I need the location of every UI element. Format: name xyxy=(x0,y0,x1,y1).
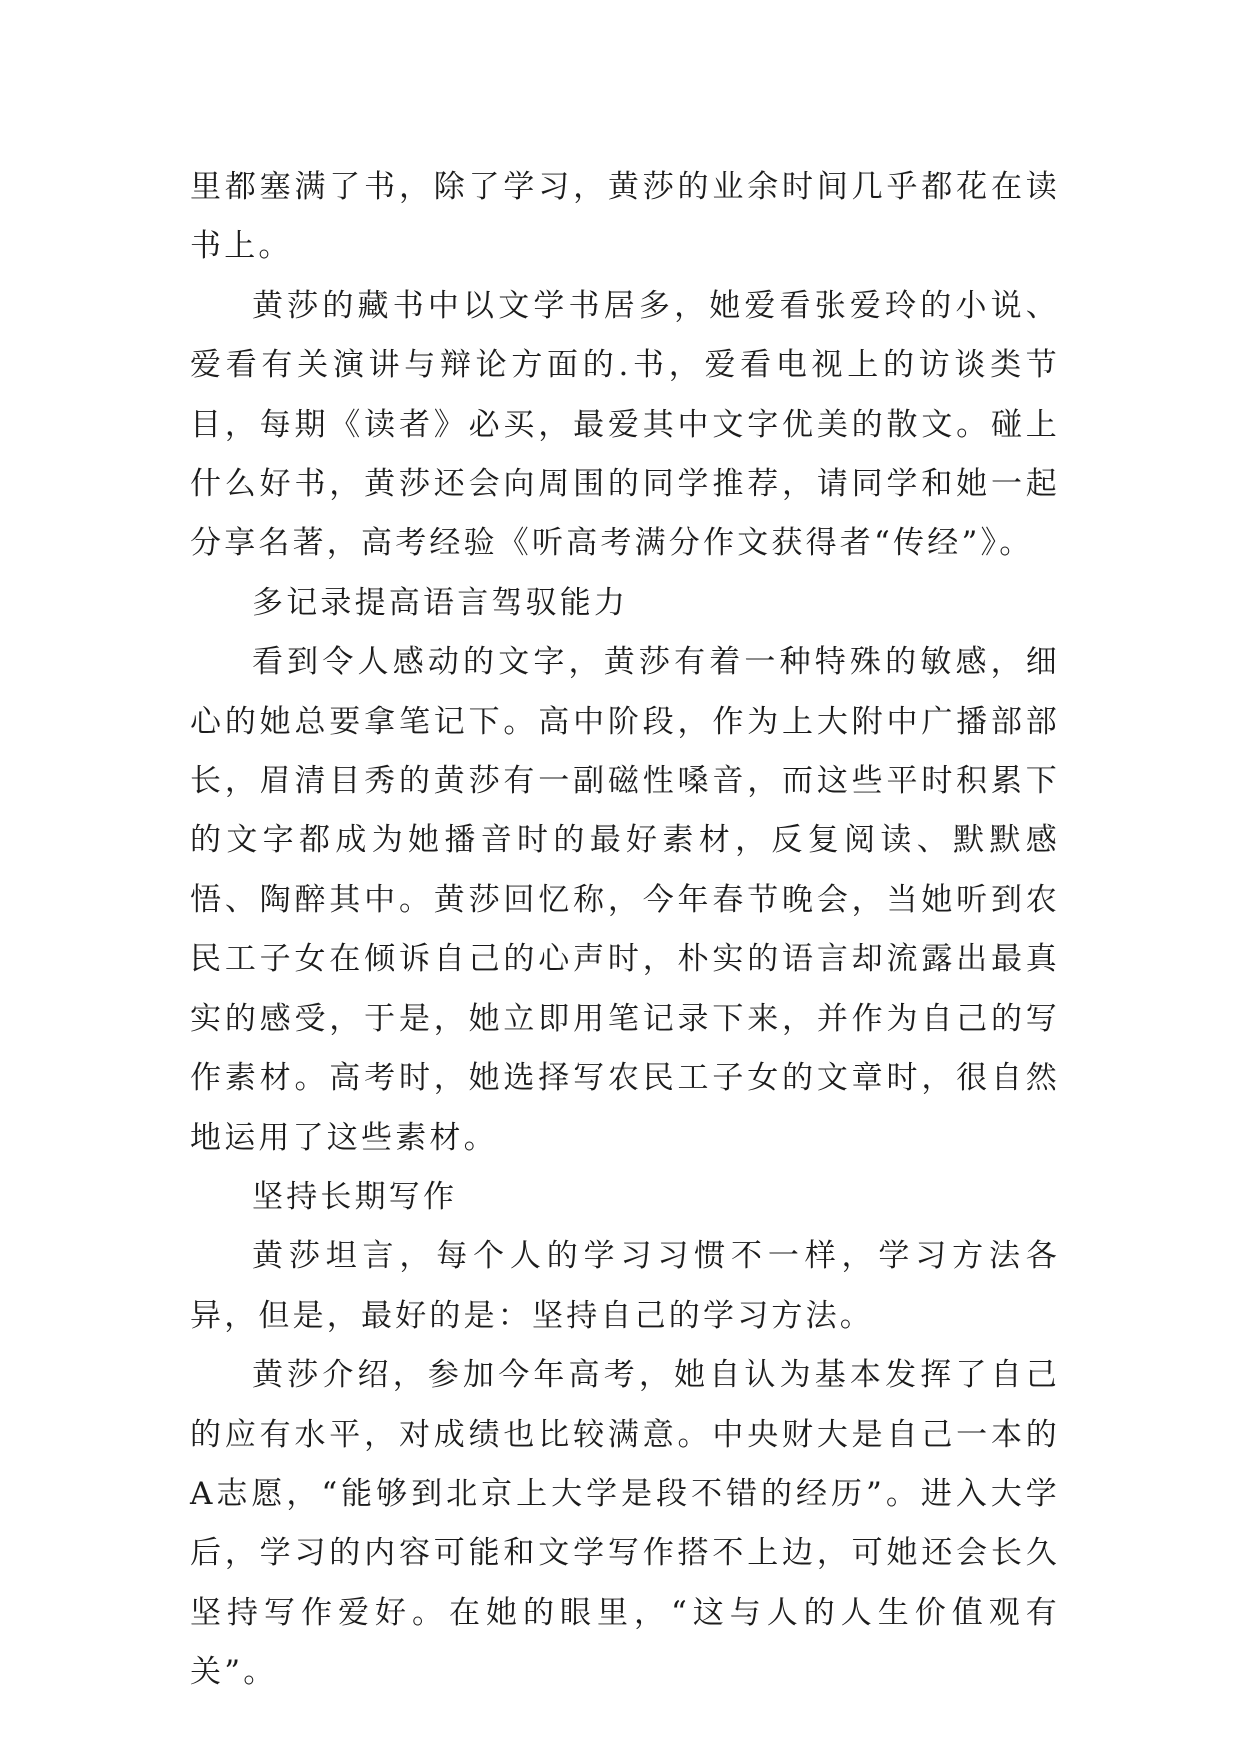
article-body xyxy=(190,158,1060,1703)
paragraph-recording: 看到令人感动的文字，黄莎有着一种特殊的敏感，细心的她总要拿笔记下。高中阶段，作为上大附中广播部部长，眉清目秀的黄莎有一副磁性嗓音，而这些平时积累下的文字都成为她播音时的最好素材，反复阅读、默默感悟、陶醉其中。黄莎回忆称，今年春节晚会，当她听到农民工子女在倾诉自己的心声时，朴实的语言却流露出最真实的感受，于是，她立即用笔记录下来，并作为自己的写作素材。高考时，她选择写农民工子女的文章时，很自然地运用了这些素材。 xyxy=(190,644,1060,1156)
paragraph-exam-results: 黄莎介绍，参加今年高考，她自认为基本发挥了自己的应有水平，对成绩也比较满意。中央财大是自己一本的A志愿，“能够到北京上大学是段不错的经历”。进入大学后，学习的内容可能和文学写作搭不上边，可她还会长久坚持写作爱好。在她的眼里，“这与人的人生价值观有关”。 xyxy=(190,1357,1060,1691)
section-heading-recording: 多记录提高语言驾驭能力 xyxy=(252,584,629,621)
paragraph-book-collection: 黄莎的藏书中以文学书居多，她爱看张爱玲的小说、爱看有关演讲与辩论方面的.书，爱看电视上的访谈类节目，每期《读者》必买，最爱其中文字优美的散文。碰上什么好书，黄莎还会向周围的同学推荐，请同学和她一起分享名著，高考经验《听高考满分作文获得者“传经”》。 xyxy=(190,287,1060,562)
section-heading-writing: 坚持长期写作 xyxy=(252,1178,458,1215)
paragraph-continuation: 里都塞满了书，除了学习，黄莎的业余时间几乎都花在读书上。 xyxy=(190,169,1060,265)
paragraph-study-habits: 黄莎坦言，每个人的学习习惯不一样，学习方法各异，但是，最好的是：坚持自己的学习方法。 xyxy=(190,1238,1060,1334)
